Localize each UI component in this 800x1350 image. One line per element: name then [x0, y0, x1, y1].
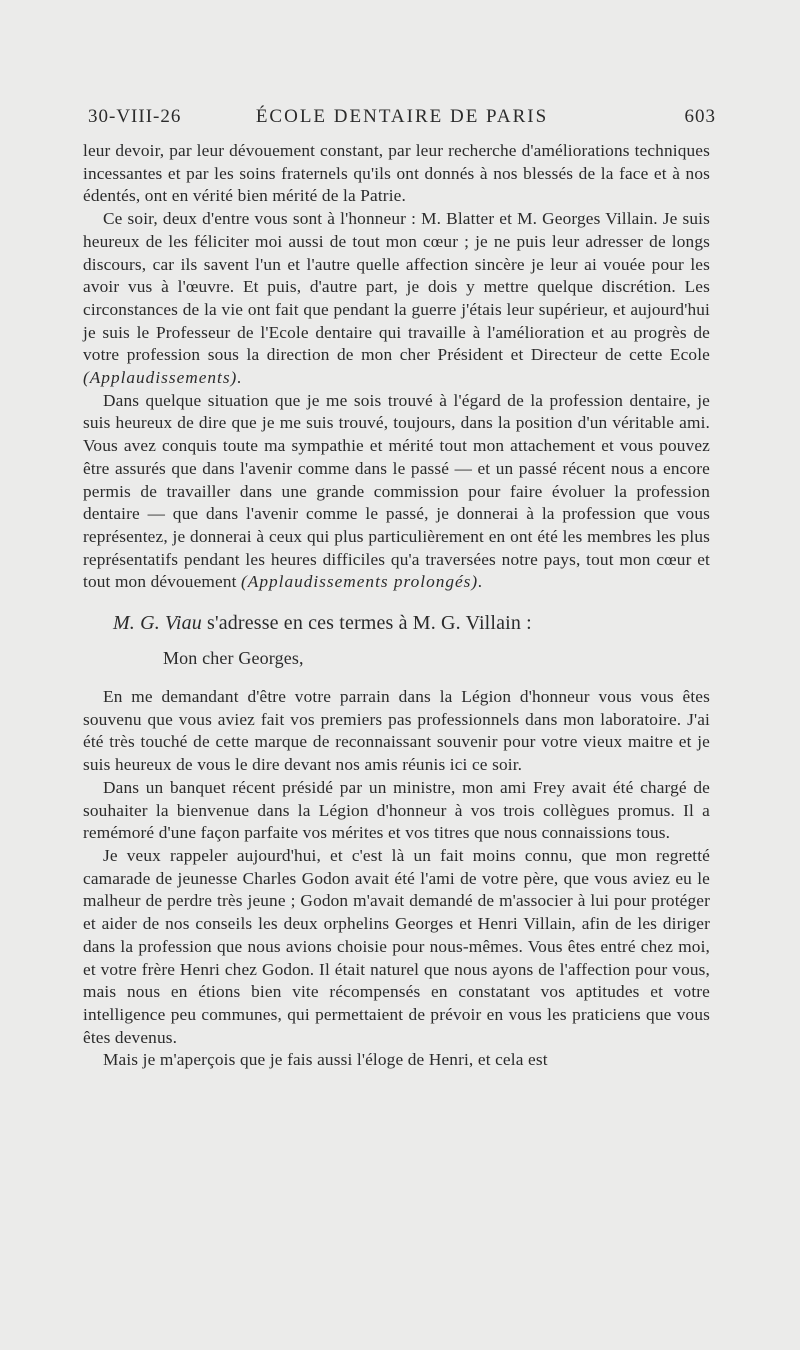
- header-date: 30-VIII-26: [88, 106, 182, 127]
- letter-salutation: Mon cher Georges,: [163, 648, 304, 669]
- paragraph-5: Dans un banquet récent présidé par un ministre, mon ami Frey avait été chargé de souhaiter la bienvenue dans la Légion d'honneur à vos trois collègues promus. Il a remémoré d'une façon parfaite vos mérites et vos titres que nous connaissions tous.: [83, 777, 710, 843]
- page-number: 603: [684, 106, 716, 127]
- applause-note: (Applaudissements).: [83, 368, 243, 388]
- running-header: [88, 106, 716, 136]
- paragraph-3: [83, 390, 710, 594]
- body-text: [83, 140, 710, 1072]
- paragraph-7: Mais je m'aperçois que je fais aussi l'éloge de Henri, et cela est: [103, 1050, 548, 1070]
- paragraph-2: [83, 208, 710, 390]
- speaker-line: [83, 610, 710, 636]
- header-journal-title: ÉCOLE DENTAIRE DE PARIS: [255, 106, 549, 127]
- paragraph-4: En me demandant d'être votre parrain dans la Légion d'honneur vous vous êtes souvenu que vous aviez fait vos premiers pas professionnels dans mon laboratoire. J'ai été très touché de cette marque de reconnaissant souvenir pour votre vieux maitre et je suis heureux de vous le dire devant nos amis réunis ici ce soir.: [83, 687, 710, 775]
- paragraph-2-text: Ce soir, deux d'entre vous sont à l'honneur : M. Blatter et M. Georges Villain. Je suis heureux de les féliciter moi aussi de tout mon cœur ; je ne puis leur adresser de longs discours, car ils savent l'un et l'autre quelle affection sincère je leur ai vouée pour les avoir vus à l'œuvre. Et puis, d'autre part, je dois y mettre quelque discrétion. Les circonstances de la vie ont fait que pendant la guerre j'étais leur supérieur, et aujourd'hui je suis le Professeur de l'Ecole dentaire qui travaille à l'amélioration et au progrès de votre profession sous la direction de mon cher Président et Directeur de cette Ecole: [83, 209, 710, 365]
- speaker-intro: s'adresse en ces termes à M. G. Villain :: [201, 612, 532, 635]
- speaker-name: M. G. Viau: [113, 612, 202, 635]
- paragraph-1-text: leur devoir, par leur dévouement constant, par leur recherche d'améliorations techniques incessantes et par les soins fraternels qu'ils ont donnés à nos blessés de la face et à nos édentés, ont en vérité bien mérité de la Patrie.: [83, 141, 710, 206]
- paragraph-1: [83, 140, 710, 208]
- paragraph-3-text: Dans quelque situation que je me sois trouvé à l'égard de la profession dentaire, je suis heureux de dire que je me suis trouvé, toujours, dans la position d'un véritable ami. Vous avez conquis toute ma sympathie et mérité tout mon attachement et vous pouvez être assurés que dans l'avenir comme dans le passé — et un passé récent nous a encore permis de travailler dans une grande commission pour faire évoluer la profession dentaire — que dans l'avenir comme le passé, je donnerai à la profession que vous représentez, je donnerai à ceux qui plus particulièrement en ont été les membres les plus représentatifs pendant les heures difficiles qu'a traversées notre pays, tout mon cœur et tout mon dévouement: [83, 390, 710, 592]
- paragraph-6: Je veux rappeler aujourd'hui, et c'est là un fait moins connu, que mon regretté camarade de jeunesse Charles Godon avait été l'ami de votre père, que vous aviez eu le malheur de perdre très jeune ; Godon m'avait demandé de m'associer à lui pour protéger et aider de nos conseils les deux orphelins Georges et Henri Villain, afin de les diriger dans la profession que nous avions choisie pour nous-mêmes. Vous êtes entré chez moi, et votre frère Henri chez Godon. Il était naturel que nous ayons de l'affection pour vous, mais nous en étions bien vite récompensés en constatant vos aptitudes et votre intelligence peu communes, qui permettaient de prévoir en vous les praticiens que vous êtes devenus.: [83, 845, 710, 1047]
- applause-prolonged-note: (Applaudissements prolongés).: [241, 572, 484, 592]
